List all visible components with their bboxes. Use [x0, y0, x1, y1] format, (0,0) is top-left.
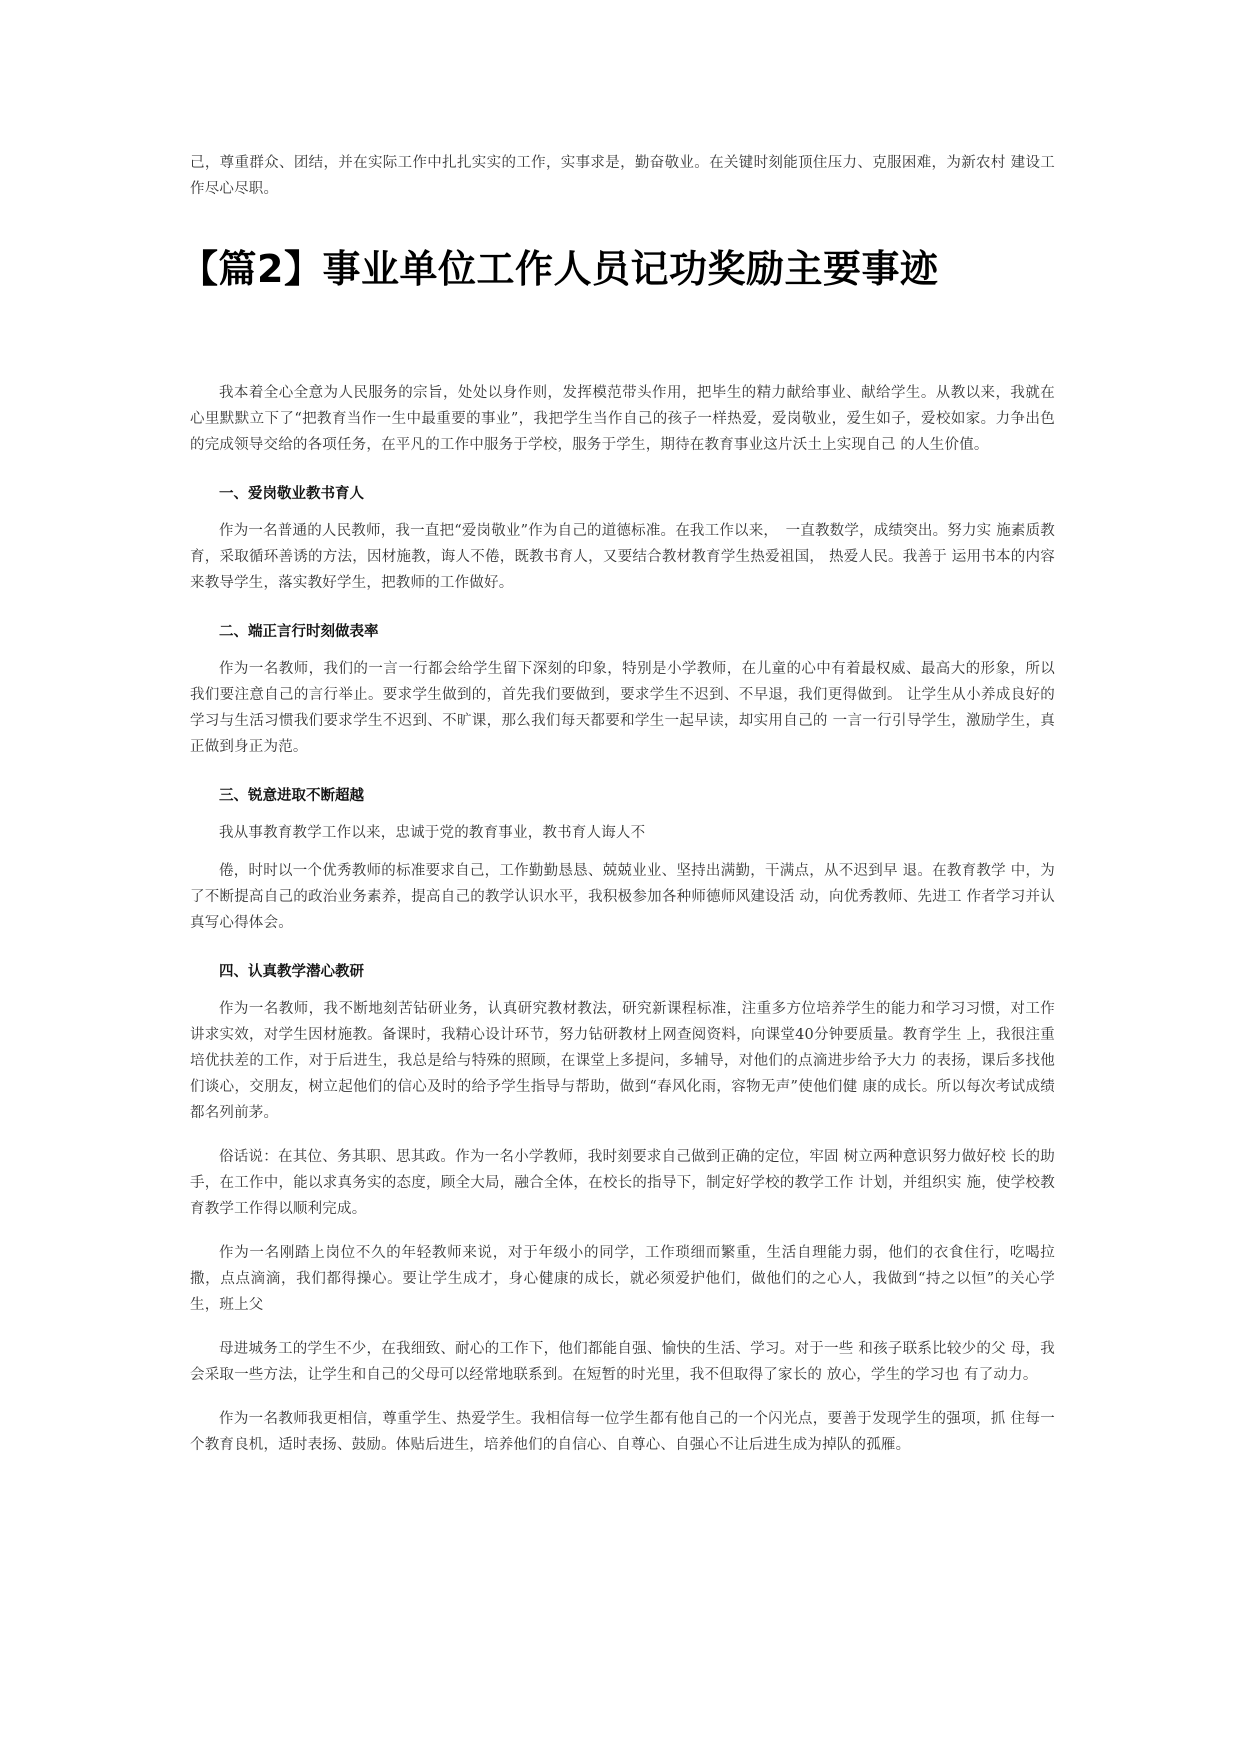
intro-paragraph: 我本着全心全意为人民服务的宗旨，处处以身作则，发挥模范带头作用，把毕生的精力献给事业、献给学生。从教以来，我就在心里默默立下了“把教育当作一生中最重要的事业”，我把学生当作自己的孩子一样热爱，爱岗敬业，爱生如子，爱校如家。力争出色的完成领导交给的各项任务，在平凡的工作中服务于学校，服务于学生，期待在教育事业这片沃土上实现自己 的人生价值。 — [190, 385, 1055, 453]
section-heading-4: 四、认真教学潜心教研 — [219, 964, 364, 980]
document-title: 【篇2】事业单位工作人员记功奖励主要事迹 — [180, 247, 939, 291]
section-1-paragraph-1: 作为一名普通的人民教师，我一直把“爱岗敬业”作为自己的道德标准。在我工作以来， 一直教数学，成绩突出。努力实 施素质教育，采取循环善诱的方法，因材施教，诲人不倦，既教书育人，又要结合教材教育学生热爱祖国， 热爱人民。我善于 运用书本的内容来教导学生，落实教好学生，把教师的工作做好。 — [190, 523, 1055, 591]
top-paragraph: 己，尊重群众、团结，并在实际工作中扎扎实实的工作，实事求是，勤奋敬业。在关键时刻能顶住压力、克服困难，为新农村 建设工作尽心尽职。 — [190, 155, 1055, 197]
section-heading-3: 三、锐意进取不断超越 — [219, 788, 364, 804]
section-2-paragraph-1: 作为一名教师，我们的一言一行都会给学生留下深刻的印象，特别是小学教师，在儿童的心中有着最权威、最高大的形象，所以我们要注意自己的言行举止。要求学生做到的，首先我们要做到，要求学生不迟到、不早退，我们更得做到。 让学生从小养成良好的学习与生活习惯我们要求学生不迟到、不旷课，那么我们每天都要和学生一起早读，却实用自己的 一言一行引导学生，激励学生，真正做到身正为范。 — [190, 661, 1055, 755]
section-4-paragraph-5: 作为一名教师我更相信，尊重学生、热爱学生。我相信每一位学生都有他自己的一个闪光点，要善于发现学生的强项，抓 住每一个教育良机，适时表扬、鼓励。体贴后进生，培养他们的自信心、自尊心、自强心不让后进生成为掉队的孤雁。 — [190, 1411, 1055, 1453]
section-3-paragraph-2: 倦，时时以一个优秀教师的标准要求自己，工作勤勤恳恳、兢兢业业、坚持出满勤，干满点，从不迟到早 退。在教育教学 中，为了不断提高自己的政治业务素养，提高自己的教学认识水平，我积极参加各种师德师风建设活 动，向优秀教师、先进工 作者学习并认真写心得体会。 — [190, 863, 1055, 931]
section-3-paragraph-1: 我从事教育教学工作以来，忠诚于党的教育事业，教书育人诲人不 — [219, 825, 646, 841]
section-4-paragraph-3: 作为一名刚踏上岗位不久的年轻教师来说，对于年级小的同学，工作琐细而繁重，生活自理能力弱，他们的衣食住行，吃喝拉撒，点点滴滴，我们都得操心。要让学生成才，身心健康的成长，就必须爱护他们，做他们的之心人，我做到“持之以恒”的关心学生，班上父 — [190, 1245, 1055, 1313]
section-heading-2: 二、端正言行时刻做表率 — [219, 624, 379, 640]
document-body — [180, 150, 1055, 1458]
section-4-paragraph-4: 母进城务工的学生不少，在我细致、耐心的工作下，他们都能自强、愉快的生活、学习。对于一些 和孩子联系比较少的父 母，我会采取一些方法，让学生和自己的父母可以经常地联系到。在短暂的时光里，我不但取得了家长的 放心，学生的学习也 有了动力。 — [190, 1341, 1055, 1383]
section-4-paragraph-1: 作为一名教师，我不断地刻苦钻研业务，认真研究教材教法，研究新课程标准，注重多方位培养学生的能力和学习习惯，对工作讲求实效，对学生因材施教。备课时，我精心设计环节，努力钻研教材上网查阅资料，向课堂40分钟要质量。教育学生 上，我很注重培优扶差的工作，对于后进生，我总是给与特殊的照顾，在课堂上多提问，多辅导，对他们的点滴进步给予大力 的表扬，课后多找他们谈心，交朋友，树立起他们的信心及时的给予学生指导与帮助，做到“春风化雨，容物无声”使他们健 康的成长。所以每次考试成绩都名列前茅。 — [190, 1001, 1055, 1121]
section-4-paragraph-2: 俗话说：在其位、务其职、思其政。作为一名小学教师，我时刻要求自己做到正确的定位，牢固 树立两种意识努力做好校 长的助手，在工作中，能以求真务实的态度，顾全大局，融合全体，在校长的指导下，制定好学校的教学工作 计划，并组织实 施，使学校教育教学工作得以顺利完成。 — [190, 1149, 1055, 1217]
section-heading-1: 一、爱岗敬业教书育人 — [219, 486, 364, 502]
